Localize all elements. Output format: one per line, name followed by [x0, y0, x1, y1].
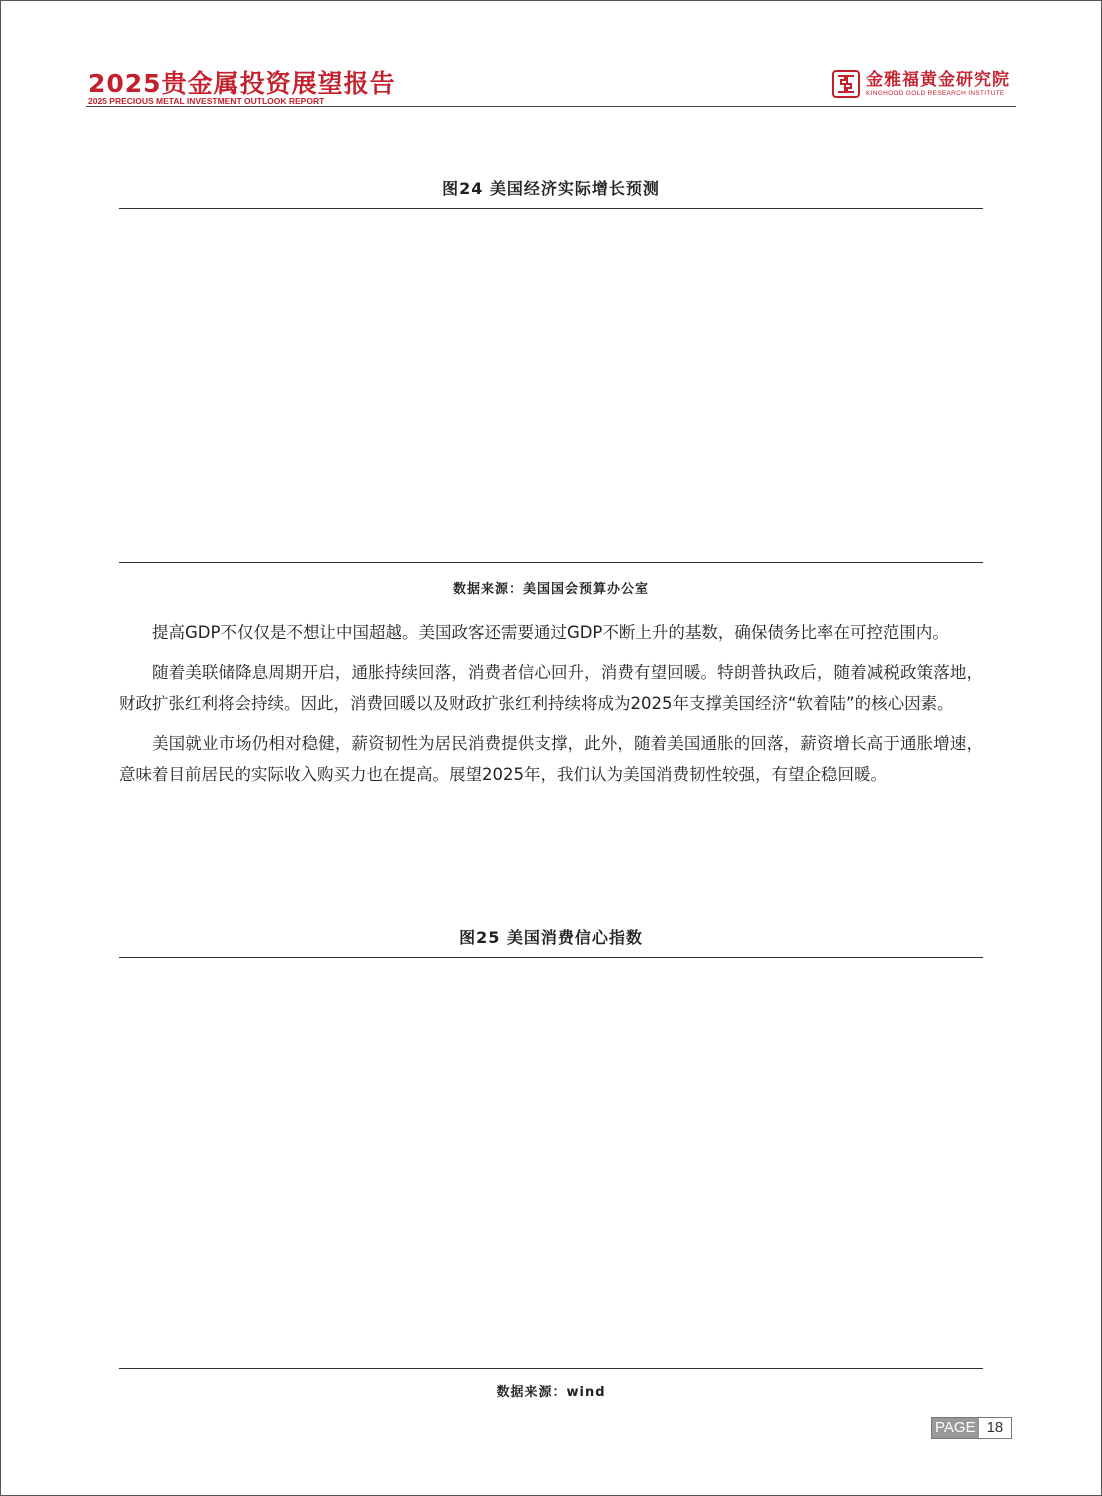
header-divider	[86, 106, 1016, 107]
figure24-chart-area	[119, 209, 983, 561]
paragraph-2: 随着美联储降息周期开启，通胀持续回落，消费者信心回升，消费有望回暖。特朗普执政后，随着减税政策落地，财政扩张红利将会持续。因此，消费回暖以及财政扩张红利持续将成为2025年支撑美国经济“软着陆”的核心因素。	[119, 663, 983, 713]
paragraph-1: 提高GDP不仅仅是不想让中国超越。美国政客还需要通过GDP不断上升的基数，确保债务比率在可控范围内。	[152, 623, 949, 642]
institute-logo-icon	[832, 70, 860, 98]
page-number: 18	[979, 1418, 1012, 1438]
body-text	[119, 617, 983, 799]
report-subtitle: 2025 PRECIOUS METAL INVESTMENT OUTLOOK REPORT	[88, 96, 325, 106]
figure25-title: 图25 美国消费信心指数	[459, 928, 643, 947]
report-title: 2025贵金属投资展望报告	[88, 69, 396, 98]
institute-name-en: KINGHOOD GOLD RESEARCH INSTITUTE	[866, 90, 1005, 97]
institute-logo	[832, 70, 1010, 98]
page-label: PAGE	[932, 1418, 979, 1438]
page-indicator	[931, 1417, 1012, 1439]
figure25-chart-area	[119, 958, 983, 1367]
figure24-source: 数据来源：美国国会预算办公室	[452, 582, 649, 597]
institute-name: 金雅福黄金研究院	[866, 70, 1010, 90]
paragraph-3: 美国就业市场仍相对稳健，薪资韧性为居民消费提供支撑，此外，随着美国通胀的回落，薪资增长高于通胀增速，意味着目前居民的实际收入购买力也在提高。展望2025年，我们认为美国消费韧性较强，有望企稳回暖。	[119, 734, 983, 784]
figure25-bottom-rule	[119, 1368, 983, 1369]
figure24-title: 图24 美国经济实际增长预测	[442, 179, 660, 198]
figure24-bottom-rule	[119, 562, 983, 563]
figure25-source: 数据来源：wind	[496, 1385, 606, 1400]
